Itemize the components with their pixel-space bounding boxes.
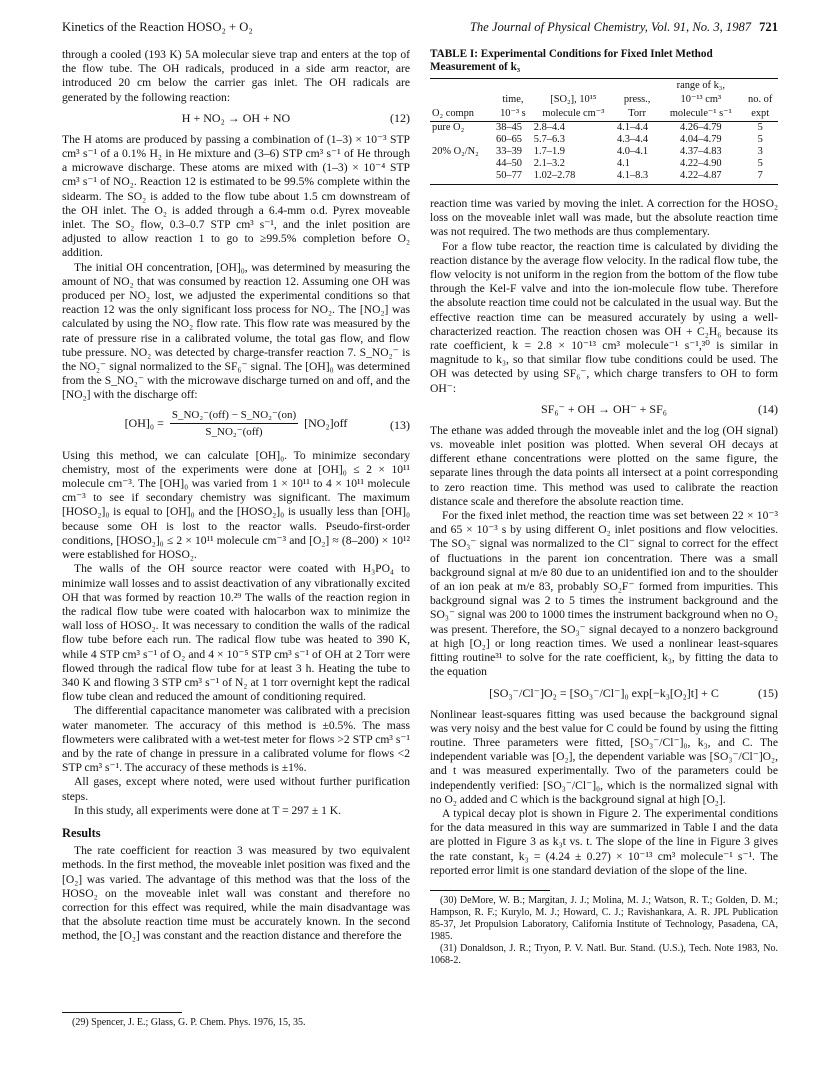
- table-cell: 2.1–3.2: [533, 158, 565, 169]
- equation-fraction: [170, 408, 298, 439]
- right-column: [430, 48, 778, 967]
- paragraph: The initial OH concentration, [OH]₀, was determined by measuring the amount of NO₂ that was consumed by reaction 12. Assuming one OH was produced per NO₂ lost, we adjusted the experimental conditions so that reaction 12 was the only significant loss process for NO₂. The [NO₂] was calculated by using the NO₂ flow rate. This flow rate was measured by the rate of pressure rise in a calibrated volume, the total gas flow, and flow tube pressure. NO₂ was detected by charge-transfer reaction 7. S_NO₂⁻ is the NO₂⁻ signal normalized to the SF₆⁻ signal. The [OH]₀ was determined from the S_NO₂⁻ with the microwave discharge turned on and off, and the [NO₂] with the discharge off:: [62, 260, 410, 402]
- table-cell: 60–65: [496, 134, 522, 145]
- table-row: [430, 170, 778, 185]
- table-cell: 3: [757, 146, 763, 157]
- running-header: [62, 20, 778, 38]
- table-cell: 5: [757, 158, 763, 169]
- equation-number: (14): [758, 401, 778, 416]
- column-header: molecule cm⁻³: [532, 107, 615, 122]
- paragraph: A typical decay plot is shown in Figure 2. The experimental conditions for the data measured in this way are summarized in Table I and the data are plotted in Figure 3 as k₃t vs. t. The slope of the line in Figure 3 gives the rate constant, k₃ = (4.24 ± 0.27) × 10⁻¹³ cm³ molecule⁻¹ s⁻¹. The reported error limit is one standard deviation of the slope of the line.: [430, 806, 778, 877]
- table-cell: 4.26–4.79: [680, 122, 722, 133]
- header-title: Kinetics of the Reaction HOSO₂ + O₂: [62, 20, 253, 34]
- paragraph: The differential capacitance manometer was calibrated with a precision water manometer. The accuracy of this method is ±0.5%. The mass flowmeters were calibrated with a wet-test meter for flows >2 STP cm³ s⁻¹ and by the rate of change in pressure in a calibrated volume for flows <2 STP cm³ s⁻¹. The accuracy of these methods is ±1%.: [62, 704, 410, 775]
- table-cell: 5: [757, 122, 763, 133]
- table-cell: 1.7–1.9: [533, 146, 565, 157]
- paragraph: The walls of the OH source reactor were coated with H₃PO₄ to minimize wall losses and to assist deactivation of any vibrationally excited OH that was formed by reaction 10.²⁹ The walls of the reaction region in the radical flow tube were coated with halocarbon wax to minimize the wall loss of HOSO₂. It was necessary to condition the walls of the radical flow tube before each run. The radical flow tube was heated to 390 K, while 4 STP cm³ s⁻¹ of O₂ and 4 × 10⁻⁵ STP cm³ s⁻¹ of OH at 2 Torr were flowed through the radical flow tube for at least 3 h. Heating the tube to 340 K and flowing 3 STP cm³ s⁻¹ of N₂ at 1 torr overnight kept the radical flow tube clean and reduced the amount of conditioning required.: [62, 562, 410, 704]
- table-cell: 50–77: [494, 170, 532, 185]
- table-cell: 4.3–4.4: [616, 134, 649, 145]
- table-cell: 44–50: [496, 158, 522, 169]
- column-header: molecule⁻¹ s⁻¹: [659, 107, 742, 122]
- experimental-conditions-table: [430, 78, 778, 185]
- paragraph: The ethane was added through the moveable inlet and the log (OH signal) vs. moveable inlet position was plotted. When several OH decays at different ethane concentrations were plotted on the same figure, the separate lines through the data points all intersect at a point corresponding to zero reaction time. This method was used to calibrate the reaction distance scale and therefore the absolute reaction time.: [430, 423, 778, 508]
- paragraph: reaction time was varied by moving the inlet. A correction for the HOSO₂ loss on the moveable inlet wall was made, but the absolute reaction time was not required. The two methods are thus complementary.: [430, 197, 778, 239]
- equation-15: [430, 683, 778, 705]
- table-cell: 7: [742, 170, 778, 185]
- equation-rhs: [NO₂]off: [304, 416, 348, 431]
- paragraph: through a cooled (193 K) 5A molecular sieve trap and enters at the top of the flow tube. The OH radicals, produced in a side arm reactor, are introduced 20 cm below the carrier gas inlet. The OH radicals are generated by the following reaction:: [62, 48, 410, 104]
- page-number: 721: [759, 20, 778, 34]
- table-cell: 4.1–4.4: [616, 122, 649, 133]
- table-cell: 2.8–4.4: [533, 122, 565, 133]
- column-header: O₂ compn: [430, 107, 494, 122]
- column-header: Torr: [615, 107, 659, 122]
- equation-body: [SO₃⁻/Cl⁻]O₂ = [SO₃⁻/Cl⁻]₀ exp[−k₃[O₂]t] + C: [489, 685, 719, 700]
- paragraph: Using this method, we can calculate [OH]₀. To minimize secondary chemistry, most of the experiments were done at [OH]₀ ≤ 2 × 10¹¹ molecule cm⁻³. The [OH]₀ was varied from 1 × 10¹¹ to 4 × 10¹¹ molecule cm⁻³ to see if secondary chemistry was significant. The maximum [HOSO₂]₀ is equal to [OH]₀ and the [HOSO₂]₀ is usually less than [OH]₀ because some OH is lost to the reactor walls. Pseudo-first-order conditions, [HOSO₂]₀ ≤ 2 × 10¹¹ molecule cm⁻³ and [O₂] ≈ (8–200) × 10¹² were established for HOSO₂.: [62, 448, 410, 562]
- table-cell: 5.7–6.3: [533, 134, 565, 145]
- table-cell: 4.1: [616, 158, 630, 169]
- equation-14: [430, 399, 778, 421]
- table-row: [430, 158, 778, 170]
- equation-13: [62, 406, 410, 446]
- journal-citation: The Journal of Physical Chemistry, Vol. 91, No. 3, 1987: [469, 20, 752, 34]
- fraction-numerator: S_NO₂⁻(off) − S_NO₂⁻(on): [170, 408, 298, 424]
- table-cell: [430, 170, 494, 185]
- table-title: TABLE I: Experimental Conditions for Fixed Inlet Method Measurement of k₃: [430, 48, 713, 73]
- footnote-rule: [62, 1012, 182, 1013]
- table-cell: 1.02–2.78: [532, 170, 615, 185]
- table-cell: 4.22–4.87: [659, 170, 742, 185]
- left-footnotes: [62, 1012, 410, 1029]
- header-journal: [470, 20, 778, 35]
- section-heading-results: Results: [62, 825, 101, 840]
- table-cell: 4.0–4.1: [616, 146, 649, 157]
- column-header: no. of: [748, 94, 773, 105]
- paragraph: The H atoms are produced by passing a combination of (1–3) × 10⁻³ STP cm³ s⁻¹ of a 0.1% H₂ in He mixture and (3–6) STP cm³ s⁻¹ of He through a microwave discharge. These atoms are mixed with (1–3) × 10⁻⁴ STP cm³ s⁻¹ of NO₂. Reaction 12 is estimated to be 99.5% complete within the sidearm. The SO₂ is added to the flow tube about 1.5 cm downstream of the OH inlet. The O₂ is added through a 6.4-mm o.d. Pyrex moveable inlet. The SO₂ flow, 0.3–0.7 STP cm³ s⁻¹, and the inlet position are adjusted to allow reaction 1 to go to ≥99.5% completion before O₂ addition.: [62, 132, 410, 260]
- paragraph: In this study, all experiments were done at T = 297 ± 1 K.: [74, 803, 342, 817]
- equation-12: [62, 108, 410, 130]
- column-header: 10⁻³ s: [494, 107, 532, 122]
- right-footnotes: [430, 890, 778, 967]
- table-row: [430, 146, 778, 158]
- column-header: press.,: [623, 94, 651, 105]
- column-header: [SO₂], 10¹⁵: [550, 94, 597, 105]
- equation-number: (13): [390, 417, 410, 432]
- table-cell: 4.22–4.90: [680, 158, 722, 169]
- paragraph: For a flow tube reactor, the reaction time is calculated by dividing the reaction distance by the average flow velocity. In the radical flow tube, the flow velocity is not uniform in the region from the bottom of the flow tube through the Kel-F valve and into the ion-molecule flow tube. Therefore the absolute reaction time could not be calculated in the usual way. But the effective reaction time can be measured accurately by using a well-characterized reaction. The reaction chosen was OH + C₂H₆ because its rate coefficient, k = 2.8 × 10⁻¹³ cm³ molecule⁻¹ s⁻¹,³⁰ is similar in magnitude to k₃, so that similar flow tube conditions could be used. The OH was detected by using SF₆⁻, which charge transfers to OH to form OH⁻:: [430, 239, 778, 395]
- paragraph: The rate coefficient for reaction 3 was measured by two equivalent methods. In the first method, the moveable inlet position was fixed and the [O₂] was varied. The advantage of this method was that the loss of the HOSO₂ on the moveable inlet wall was constant and therefore no correction for this effect was required, while the main disadvantage was that the absolute reaction time must be accurately known. In the second method, the [O₂] was constant and the reaction distance and therefore the: [62, 844, 410, 943]
- table-cell: 20% O₂/N₂: [432, 146, 479, 157]
- equation-body: H + NO₂ → OH + NO: [181, 110, 291, 125]
- table-row: [430, 134, 778, 146]
- paragraph: All gases, except where noted, were used without further purification steps.: [62, 775, 410, 803]
- table-1: [430, 48, 778, 185]
- equation-number: (15): [758, 685, 778, 700]
- paragraph: Nonlinear least-squares fitting was used because the background signal was very noisy and the best value for C could be found by using the fitting routine. Three parameters were fitted, [SO₃⁻/Cl⁻]₀, k₃, and C. The independent variable was [O₂], the dependent variable was [SO₃⁻/Cl⁻]O₂, and t was measured experimentally. Two of the parameters could be independently verified: [SO₃⁻/Cl⁻]₀, which is the normalized signal with no O₂ added and C which is the background signal at high [O₂].: [430, 707, 778, 806]
- equation-lhs: [OH]₀ =: [124, 416, 164, 431]
- table-cell: 4.1–8.3: [615, 170, 659, 185]
- footnote-31: (31) Donaldson, J. R.; Tryon, P. V. Natl. Bur. Stand. (U.S.), Tech. Note 1983, No. 1068-2.: [430, 942, 778, 966]
- column-header: range of k₃,: [659, 79, 742, 94]
- footnote-rule: [430, 890, 550, 891]
- table-cell: 4.04–4.79: [680, 134, 722, 145]
- table-row: [430, 122, 778, 135]
- table-cell: 5: [757, 134, 763, 145]
- footnote-29: (29) Spencer, J. E.; Glass, G. P. Chem. Phys. 1976, 15, 35.: [72, 1017, 306, 1028]
- table-cell: 33–39: [496, 146, 522, 157]
- column-header: time,: [502, 94, 524, 105]
- equation-body: SF₆⁻ + OH → OH⁻ + SF₆: [541, 401, 667, 416]
- table-cell: pure O₂: [432, 122, 465, 133]
- table-cell: [430, 158, 494, 170]
- left-column: [62, 48, 410, 944]
- table-cell: [430, 134, 494, 146]
- column-header: expt: [742, 107, 778, 122]
- table-cell: 4.37–4.83: [680, 146, 722, 157]
- footnote-30: (30) DeMore, W. B.; Margitan, J. J.; Molina, M. J.; Watson, R. T.; Golden, D. M.; Hampson, R. F.; Kurylo, M. J.; Howard, C. J.; Ravishankara, A. R. JPL Publication 85-37, Jet Propulsion Laboratory, California Institute of Technology, Pasadena, CA, 1985.: [430, 894, 778, 942]
- paragraph: For the fixed inlet method, the reaction time was set between 22 × 10⁻³ and 65 × 10⁻³ s by using different O₂ inlet positions and flow velocities. The SO₃⁻ signal was normalized to the Cl⁻ signal to correct for the effect of fluctuations in the parent ion concentration. There was a small background signal at m/e 80 due to an unidentified ion and to the shoulder of an ion peak at m/e 83, probably SO₂F⁻ formed from impurities. This background signal was 2 to 5 times the instrument background and the SO₃⁻ signal was 200 to 1000 times the instrument background when no O₂ was present. Therefore, the SO₃⁻ signal decayed to a nonzero background at high [O₂] or long reaction times. We used a nonlinear least-squares fitting routine³¹ to solve for the rate coefficient, k₃, by fitting the data to the equation: [430, 509, 778, 679]
- column-header: 10⁻¹³ cm³: [680, 94, 722, 105]
- table-cell: 38–45: [496, 122, 522, 133]
- equation-number: (12): [390, 110, 410, 125]
- fraction-denominator: S_NO₂⁻(off): [205, 425, 263, 438]
